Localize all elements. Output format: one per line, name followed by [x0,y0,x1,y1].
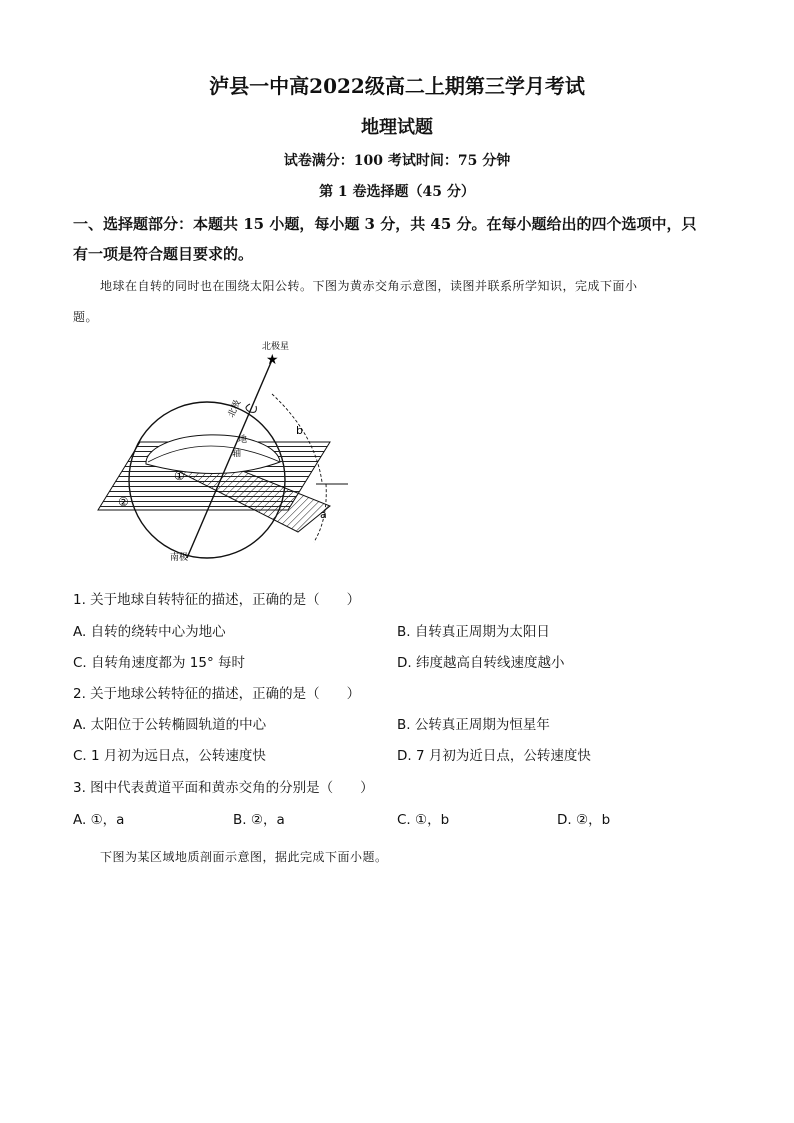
angle-a-label: a [320,508,327,521]
plane-2-label: ② [118,495,129,509]
earth-axis-label-1: 地 [238,435,248,445]
question-1-option-b[interactable]: B. 自转真正周期为太阳日 [397,624,550,640]
obliquity-diagram [90,334,350,569]
question-3-option-c[interactable]: C. ①，b [397,812,450,828]
question-1-option-d[interactable]: D. 纬度越高自转线速度越小 [397,655,565,671]
plane-1-label: ① [174,469,185,483]
question-2-stem: 2. 关于地球公转特征的描述，正确的是（ ） [73,686,361,702]
question-3-option-a[interactable]: A. ①，a [73,812,125,828]
section-heading: 第 1 卷选择题（45 分） [319,184,475,200]
angle-b-label: b [296,424,303,437]
south-pole-label: 南极 [170,553,189,563]
subject-title: 地理试题 [361,117,433,138]
instructions-line-1: 一、选择题部分：本题共 15 小题，每小题 3 分，共 45 分。在每小题给出的四个选项中，只 [73,215,697,233]
question-2-option-d[interactable]: D. 7 月初为近日点，公转速度快 [397,748,591,764]
question-2-option-a[interactable]: A. 太阳位于公转椭圆轨道的中心 [73,717,267,733]
question-2-option-b[interactable]: B. 公转真正周期为恒星年 [397,717,550,733]
exam-title: 泸县一中高2022级高二上期第三学月考试 [209,74,585,98]
question-2-option-c[interactable]: C. 1 月初为远日点，公转速度快 [73,748,266,764]
intro-2: 下图为某区域地质剖面示意图，据此完成下面小题。 [100,850,388,864]
question-3-option-b[interactable]: B. ②，a [233,812,285,828]
north-pole-label: 北极 [226,398,244,420]
question-3-option-d[interactable]: D. ②，b [557,812,611,828]
question-1-option-c[interactable]: C. 自转角速度都为 15° 每时 [73,655,246,671]
question-3-stem: 3. 图中代表黄道平面和黄赤交角的分别是（ ） [73,780,374,796]
exam-meta: 试卷满分：100 考试时间：75 分钟 [283,153,511,169]
instructions-line-2: 有一项是符合题目要求的。 [73,245,254,263]
earth-axis-label-2: 轴 [232,449,242,459]
question-1-stem: 1. 关于地球自转特征的描述，正确的是（ ） [73,592,361,608]
polaris-star-icon: ★ [266,352,279,368]
intro-1-line-1: 地球在自转的同时也在围绕太阳公转。下图为黄赤交角示意图，读图并联系所学知识，完成下面小 [100,279,638,293]
question-1-option-a[interactable]: A. 自转的绕转中心为地心 [73,624,226,640]
intro-1-line-2: 题。 [73,310,99,324]
polaris-label: 北极星 [262,342,290,352]
